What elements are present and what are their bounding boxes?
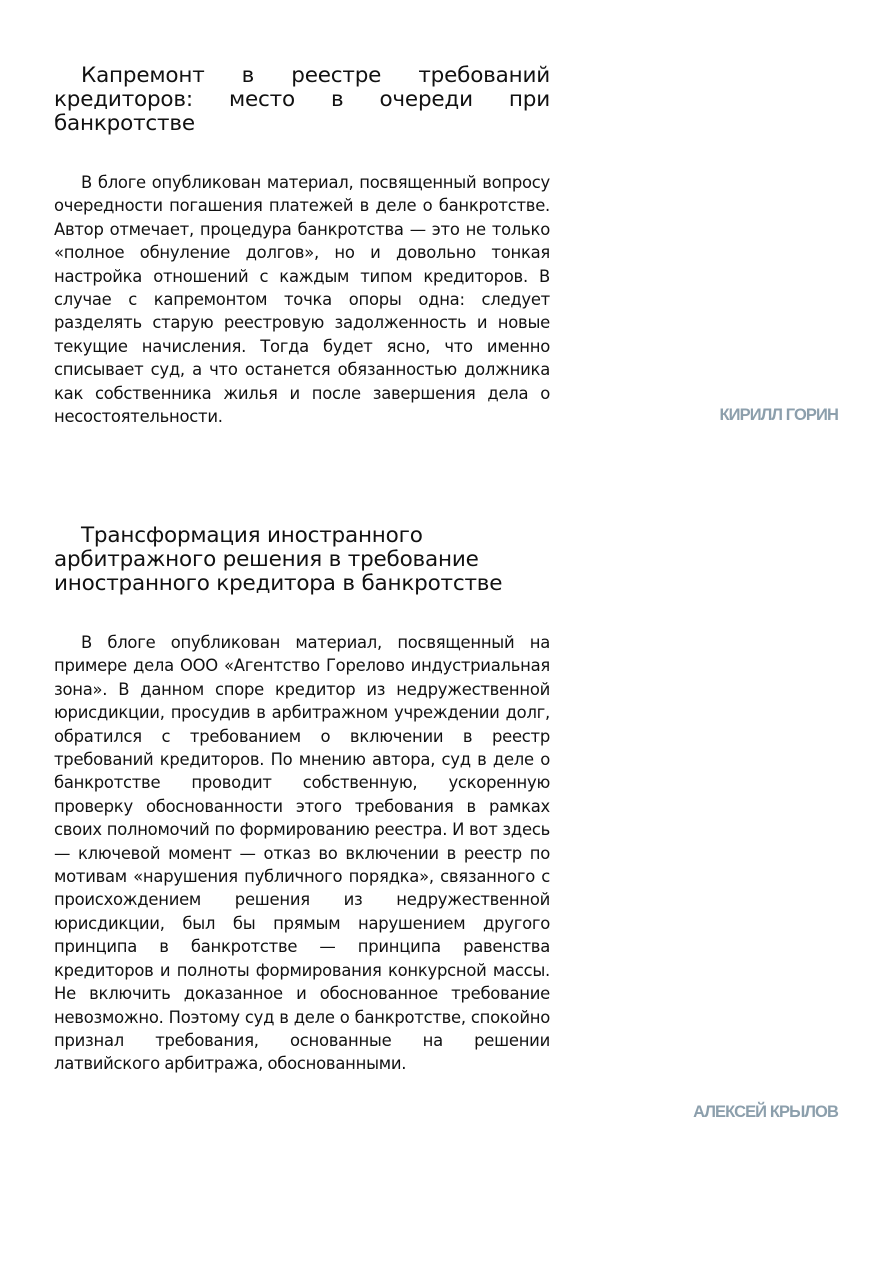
article-author: КИРИЛЛ ГОРИН xyxy=(719,406,838,424)
article-title: Капремонт в реестре требований кредиторов: место в очереди при банкротстве xyxy=(54,63,550,136)
article-author: АЛЕКСЕЙ КРЫЛОВ xyxy=(693,1103,838,1121)
article-body: В блоге опубликован материал, посвященный вопросу очередности погашения платежей в деле о банкротстве. Автор отмечает, процедура банкротства — это не только «полное обнуление долгов», но и довольно тонкая настройка отношений с каждым типом кредиторов. В случае с капремонтом точка опоры одна: следует разделять старую реестровую задолженность и новые текущие начисления. Тогда будет ясно, что именно списывает суд, а что останется обязанностью должника как собственника жилья и после завершения дела о несостоятельности. xyxy=(54,173,550,427)
article-body: В блоге опубликован материал, посвященный на примере дела ООО «Агентство Горелово индустриальная зона». В данном споре кредитор из недружественной юрисдикции, просудив в арбитражном учреждении долг, обратился с требованием о включении в реестр требований кредиторов. По мнению автора, суд в деле о банкротстве проводит собственную, ускоренную проверку обоснованности этого требования в рамках своих полномочий по формированию реестра. И вот здесь — ключевой момент — отказ во включении в реестр по мотивам «нарушения публичного порядка», связанного с происхождением решения из недружественной юрисдикции, был бы прямым нарушением другого принципа в банкротстве — принципа равенства кредиторов и полноты формирования конкурсной массы. Не включить доказанное и обоснованное требование невозможно. Поэтому суд в деле о банкротстве, спокойно признал требования, основанные на решении латвийского арбитража, обоснованными. xyxy=(54,633,550,1074)
article-capital-repair xyxy=(54,64,550,428)
article-foreign-arbitration xyxy=(54,524,550,1076)
article-title: Трансформация иностранного арбитражного решения в требование иностранного кредитора в банкротстве xyxy=(54,523,503,596)
